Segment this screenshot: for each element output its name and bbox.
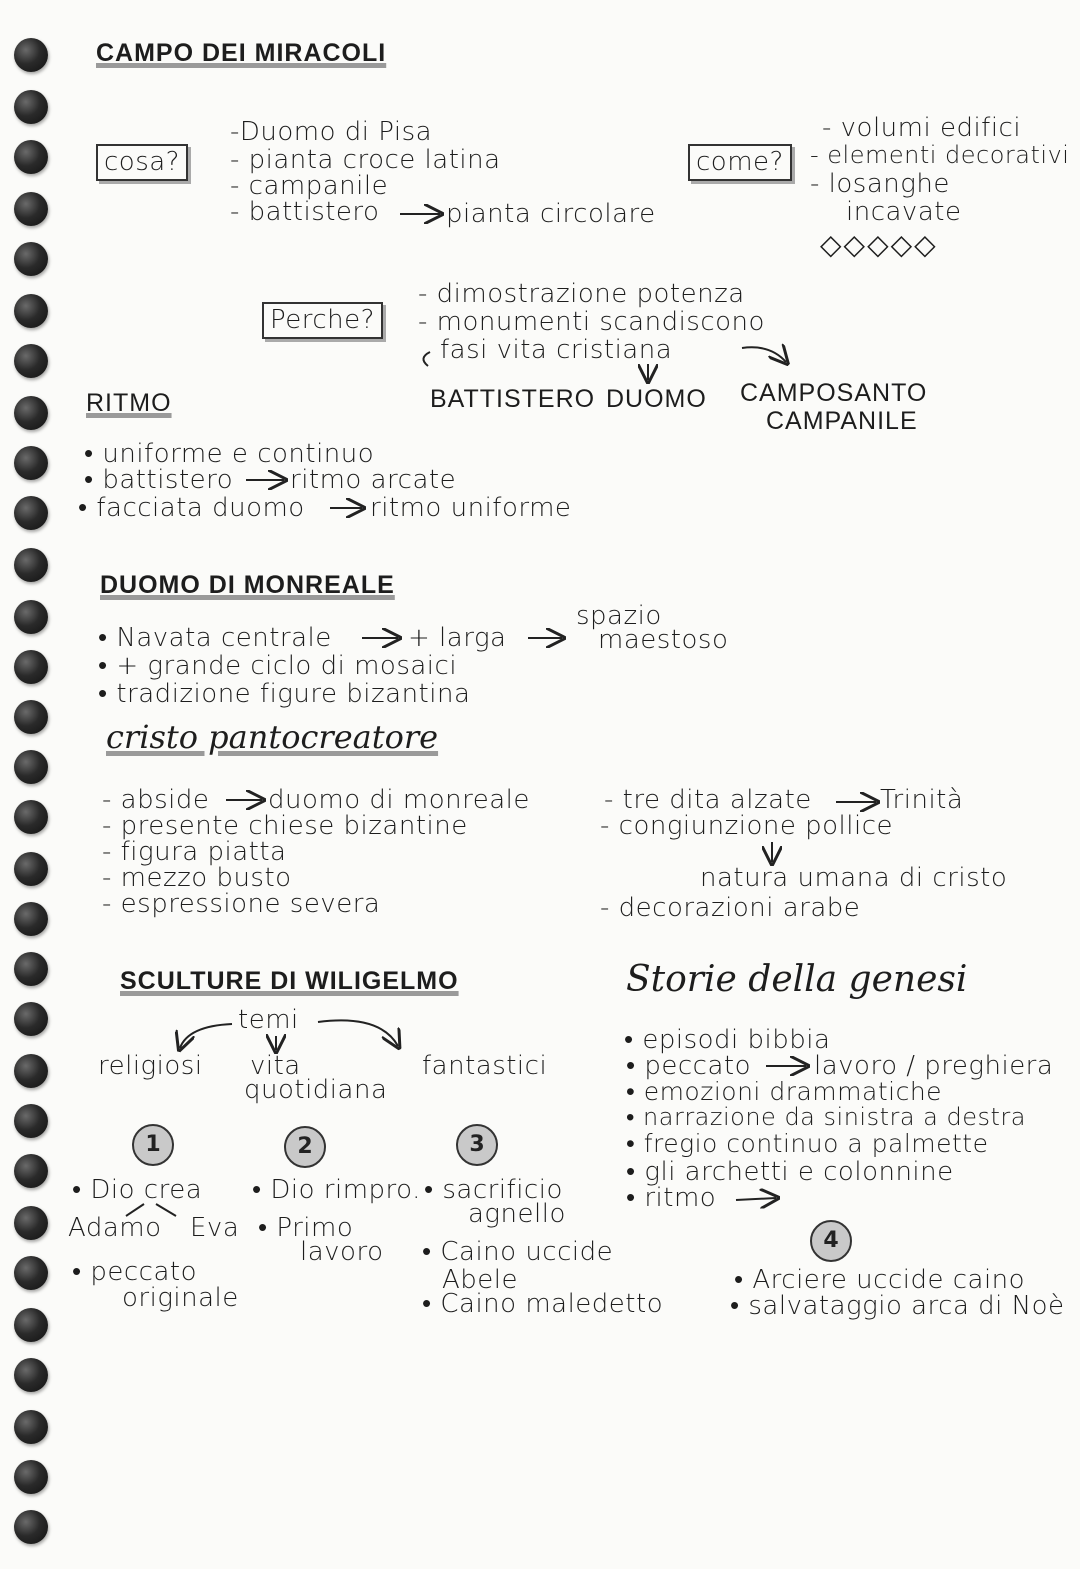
wiligelmo-col3-item: • Caino maledetto (422, 1289, 664, 1319)
ritmo-item: ritmo uniforme (370, 493, 572, 523)
genesi-item: • gli archetti e colonnine (626, 1157, 954, 1187)
ritmo-item: • uniforme e continuo (84, 439, 375, 469)
tema-religiosi: religiosi (98, 1051, 203, 1081)
fase-campanile: CAMPANILE (766, 407, 918, 435)
perche-item: fasi vita cristiana (440, 335, 673, 365)
come-item: incavate (846, 197, 962, 227)
number-badge-3: 3 (456, 1124, 498, 1166)
come-item: - volumi edifici (822, 113, 1022, 143)
tema-vita: vita (250, 1051, 301, 1081)
monreale-item: • Navata centrale (98, 623, 332, 653)
perche-label: Perche? (262, 302, 383, 339)
genesi-item: • emozioni drammatiche (626, 1077, 943, 1106)
genesi-item: • fregio continuo a palmette (626, 1129, 989, 1158)
cosa-label: cosa? (96, 144, 188, 181)
cristo-right-item: Trinità (880, 785, 964, 815)
cristo-left-item: - presente chiese bizantine (102, 811, 468, 841)
monreale-item: • tradizione figure bizantina (98, 679, 471, 709)
ritmo-item: ritmo arcate (290, 465, 457, 495)
tema-quotidiana: quotidiana (244, 1075, 388, 1105)
rhombus-icons: ◇◇◇◇◇ (820, 228, 938, 261)
cosa-item: -Duomo di Pisa (230, 117, 433, 147)
genesi-4-item: • salvataggio arca di Noè (730, 1291, 1065, 1321)
come-item: - losanghe (810, 169, 950, 199)
cosa-item: - battistero (230, 197, 380, 227)
wiligelmo-col3-item: • sacrificio (424, 1175, 563, 1205)
cristo-right-item: natura umana di cristo (700, 863, 1008, 893)
number-badge-2: 2 (284, 1126, 326, 1168)
number-badge-4: 4 (810, 1220, 852, 1262)
fase-camposanto: CAMPOSANTO (740, 379, 928, 407)
battistero-pianta: pianta circolare (446, 199, 656, 229)
cristo-left-item: - abside (102, 785, 210, 815)
cristo-left-item: - mezzo busto (102, 863, 292, 893)
wiligelmo-col1-item: • peccato (72, 1257, 197, 1287)
temi-label: temi (238, 1005, 299, 1035)
genesi-item: • ritmo (626, 1183, 717, 1213)
genesi-item: • narrazione da sinistra a destra (626, 1103, 1027, 1131)
arrow-icon (180, 1024, 232, 1048)
genesi-item: lavoro / preghiera (814, 1051, 1054, 1081)
section-title-cristo: cristo pantocreatore (106, 718, 439, 756)
arrow-icon (318, 1020, 398, 1046)
ritmo-item: • facciata duomo (78, 493, 305, 523)
cristo-right-item: - congiunzione pollice (600, 811, 894, 841)
wiligelmo-col3-item: agnello (468, 1199, 566, 1229)
come-label: come? (688, 144, 792, 181)
wiligelmo-col1-item: Eva (190, 1213, 240, 1243)
monreale-item: • + grande ciclo di mosaici (98, 651, 458, 681)
section-title-monreale: DUOMO DI MONREALE (100, 571, 395, 599)
section-title-wiligelmo: SCULTURE DI WILIGELMO (120, 967, 459, 995)
section-title-campo: CAMPO DEI MIRACOLI (96, 39, 387, 67)
wiligelmo-col1-item: originale (122, 1283, 239, 1313)
section-title-ritmo: RITMO (86, 389, 172, 417)
fase-battistero: BATTISTERO (430, 385, 596, 413)
brace-icon (423, 352, 430, 366)
wiligelmo-col1-item: Adamo (68, 1213, 162, 1243)
monreale-item: spazio (576, 601, 662, 631)
wiligelmo-col2-item: • Primo (258, 1213, 354, 1243)
cristo-right-item: - decorazioni arabe (600, 893, 861, 923)
wiligelmo-col3-item: Abele (442, 1265, 519, 1295)
tema-fantastici: fantastici (422, 1051, 548, 1081)
monreale-item: maestoso (598, 625, 729, 655)
section-title-genesi: Storie della genesi (626, 959, 968, 1000)
perche-item: - monumenti scandiscono (418, 307, 765, 337)
perche-item: - dimostrazione potenza (418, 279, 745, 309)
number-badge-1: 1 (132, 1124, 174, 1166)
cosa-item: - campanile (230, 171, 389, 201)
cosa-item: - pianta croce latina (230, 145, 501, 175)
wiligelmo-col1-item: • Dio crea (72, 1175, 203, 1205)
genesi-4-item: • Arciere uccide caino (734, 1265, 1026, 1295)
fase-duomo: DUOMO (606, 385, 707, 413)
arrow-icon (742, 347, 786, 362)
wiligelmo-col3-item: • Caino uccide (422, 1237, 614, 1267)
cristo-right-item: - tre dita alzate (604, 785, 812, 815)
monreale-item: + larga (408, 623, 507, 653)
wiligelmo-col2-item: • Dio rimpro. (252, 1175, 421, 1205)
genesi-item: • peccato (626, 1051, 751, 1081)
arrow-icon (736, 1198, 776, 1200)
come-item: - elementi decorativi (810, 141, 1070, 169)
wiligelmo-col2-item: lavoro (300, 1237, 384, 1267)
cristo-left-item: - figura piatta (102, 837, 287, 867)
genesi-item: • episodi bibbia (624, 1025, 831, 1055)
cristo-left-item: - espressione severa (102, 889, 381, 919)
ritmo-item: • battistero (84, 465, 234, 495)
cristo-left-item: duomo di monreale (268, 785, 530, 815)
